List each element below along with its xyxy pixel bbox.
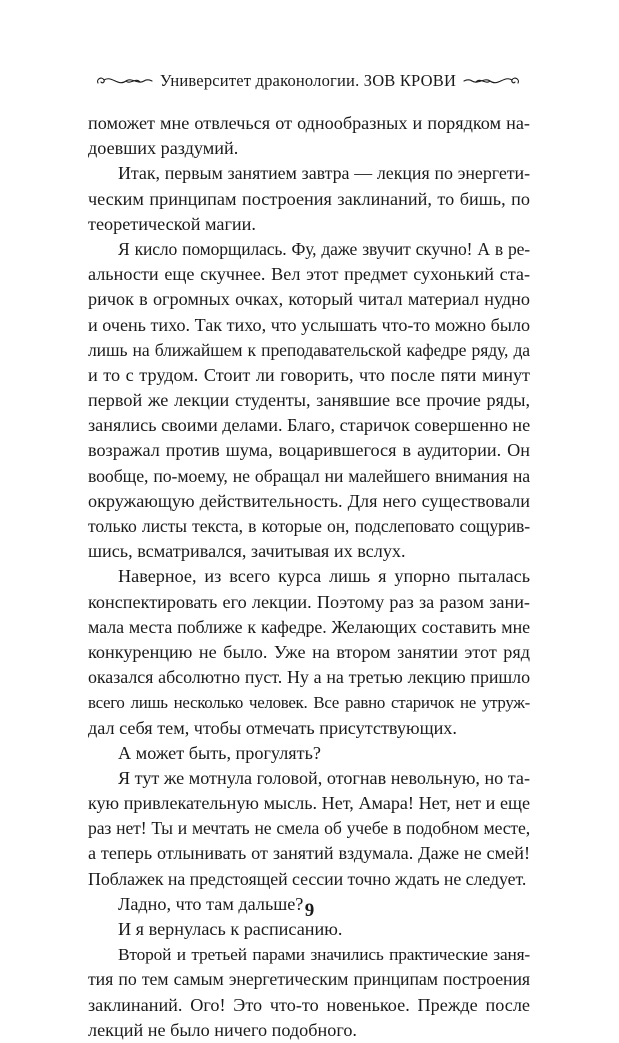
running-head-title: Университет драконологии. ЗОВ КРОВИ <box>159 71 457 90</box>
text-line: теоретической магии. <box>88 213 256 234</box>
text-line: Ладно, что там дальше? <box>118 893 304 914</box>
text-line: Наверное, из всего курса лишь я упорно пыталась <box>118 566 530 587</box>
text-line: Второй и третьей парами значились практические заня- <box>118 945 530 965</box>
text-line: окружающую действительность. Для него существовали <box>88 490 530 511</box>
text-line: шись, всматривался, зачитывая их вслух. <box>88 541 406 562</box>
right-flourish-ornament-icon <box>462 73 522 89</box>
text-line: оказался абсолютно пуст. Ну а на третью лекцию пришло <box>88 667 530 688</box>
text-line: возражал против шума, воцарившегося в аудитории. Он <box>88 440 530 461</box>
text-line: альности еще скучнее. Вел этот предмет сухонький ста- <box>88 264 530 285</box>
text-line: дал себя тем, чтобы отмечать присутствующих. <box>88 717 457 738</box>
text-line: Я тут же мотнула головой, отогнав невольную, но та- <box>118 767 530 788</box>
left-flourish-ornament-icon <box>94 73 154 89</box>
text-line: и то с трудом. Стоит ли говорить, что после пяти минут <box>88 364 530 385</box>
text-line: Итак, первым занятием завтра — лекция по энергети- <box>118 163 530 184</box>
text-line: Поблажек на предстоящей сессии точно ждать не следует. <box>88 868 527 889</box>
text-line: тия по тем самым энергетическим принципам построения <box>88 969 530 990</box>
text-line: лекций не было ничего подобного. <box>88 1019 357 1040</box>
text-line: Я кисло поморщилась. Фу, даже звучит скучно! А в ре- <box>118 238 530 259</box>
text-line: вообще, по-моему, не обращал ни малейшего внимания на <box>88 465 530 486</box>
text-line: поможет мне отвлечься от однообразных и порядком на- <box>88 113 530 133</box>
text-line: занялись своими делами. Благо, старичок совершенно не <box>88 415 531 436</box>
text-line: ческим принципам построения заклинаний, то бишь, по <box>88 188 530 209</box>
text-line: раз нет! Ты и мечтать не смела об учебе в подобном месте, <box>88 818 530 839</box>
text-line: а теперь отлынивать от занятий вздумала. Даже не смей! <box>88 843 530 864</box>
text-line: заклинаний. Ого! Это что-то новенькое. Прежде после <box>88 994 530 1015</box>
text-line: лишь на ближайшем к преподавательской кафедре ряду, да <box>88 339 530 360</box>
text-line: А может быть, прогулять? <box>118 742 321 763</box>
text-line: ричок в огромных очках, который читал материал нудно <box>88 289 530 310</box>
text-line: доевших раздумий. <box>88 138 239 159</box>
text-line: и очень тихо. Так тихо, что услышать что-то можно было <box>88 314 530 335</box>
text-line: только листы текста, в которые он, подслеповато сощурив- <box>88 516 530 536</box>
text-line: И я вернулась к расписанию. <box>118 919 343 939</box>
text-line: конспектировать его лекции. Поэтому раз за разом зани- <box>88 591 530 612</box>
text-line: конкуренцию не было. Уже на втором занятии этот ряд <box>88 641 530 662</box>
page-number: 9 <box>304 900 315 921</box>
text-line: первой же лекции студенты, занявшие все прочие ряды, <box>88 390 530 411</box>
running-header <box>88 70 528 92</box>
text-line: кую привлекательную мысль. Нет, Амара! Нет, нет и еще <box>88 793 530 814</box>
text-line: мала места поближе к кафедре. Желающих составить мне <box>88 616 530 637</box>
text-line: всего лишь несколько человек. Все равно старичок не утруж- <box>88 693 530 713</box>
